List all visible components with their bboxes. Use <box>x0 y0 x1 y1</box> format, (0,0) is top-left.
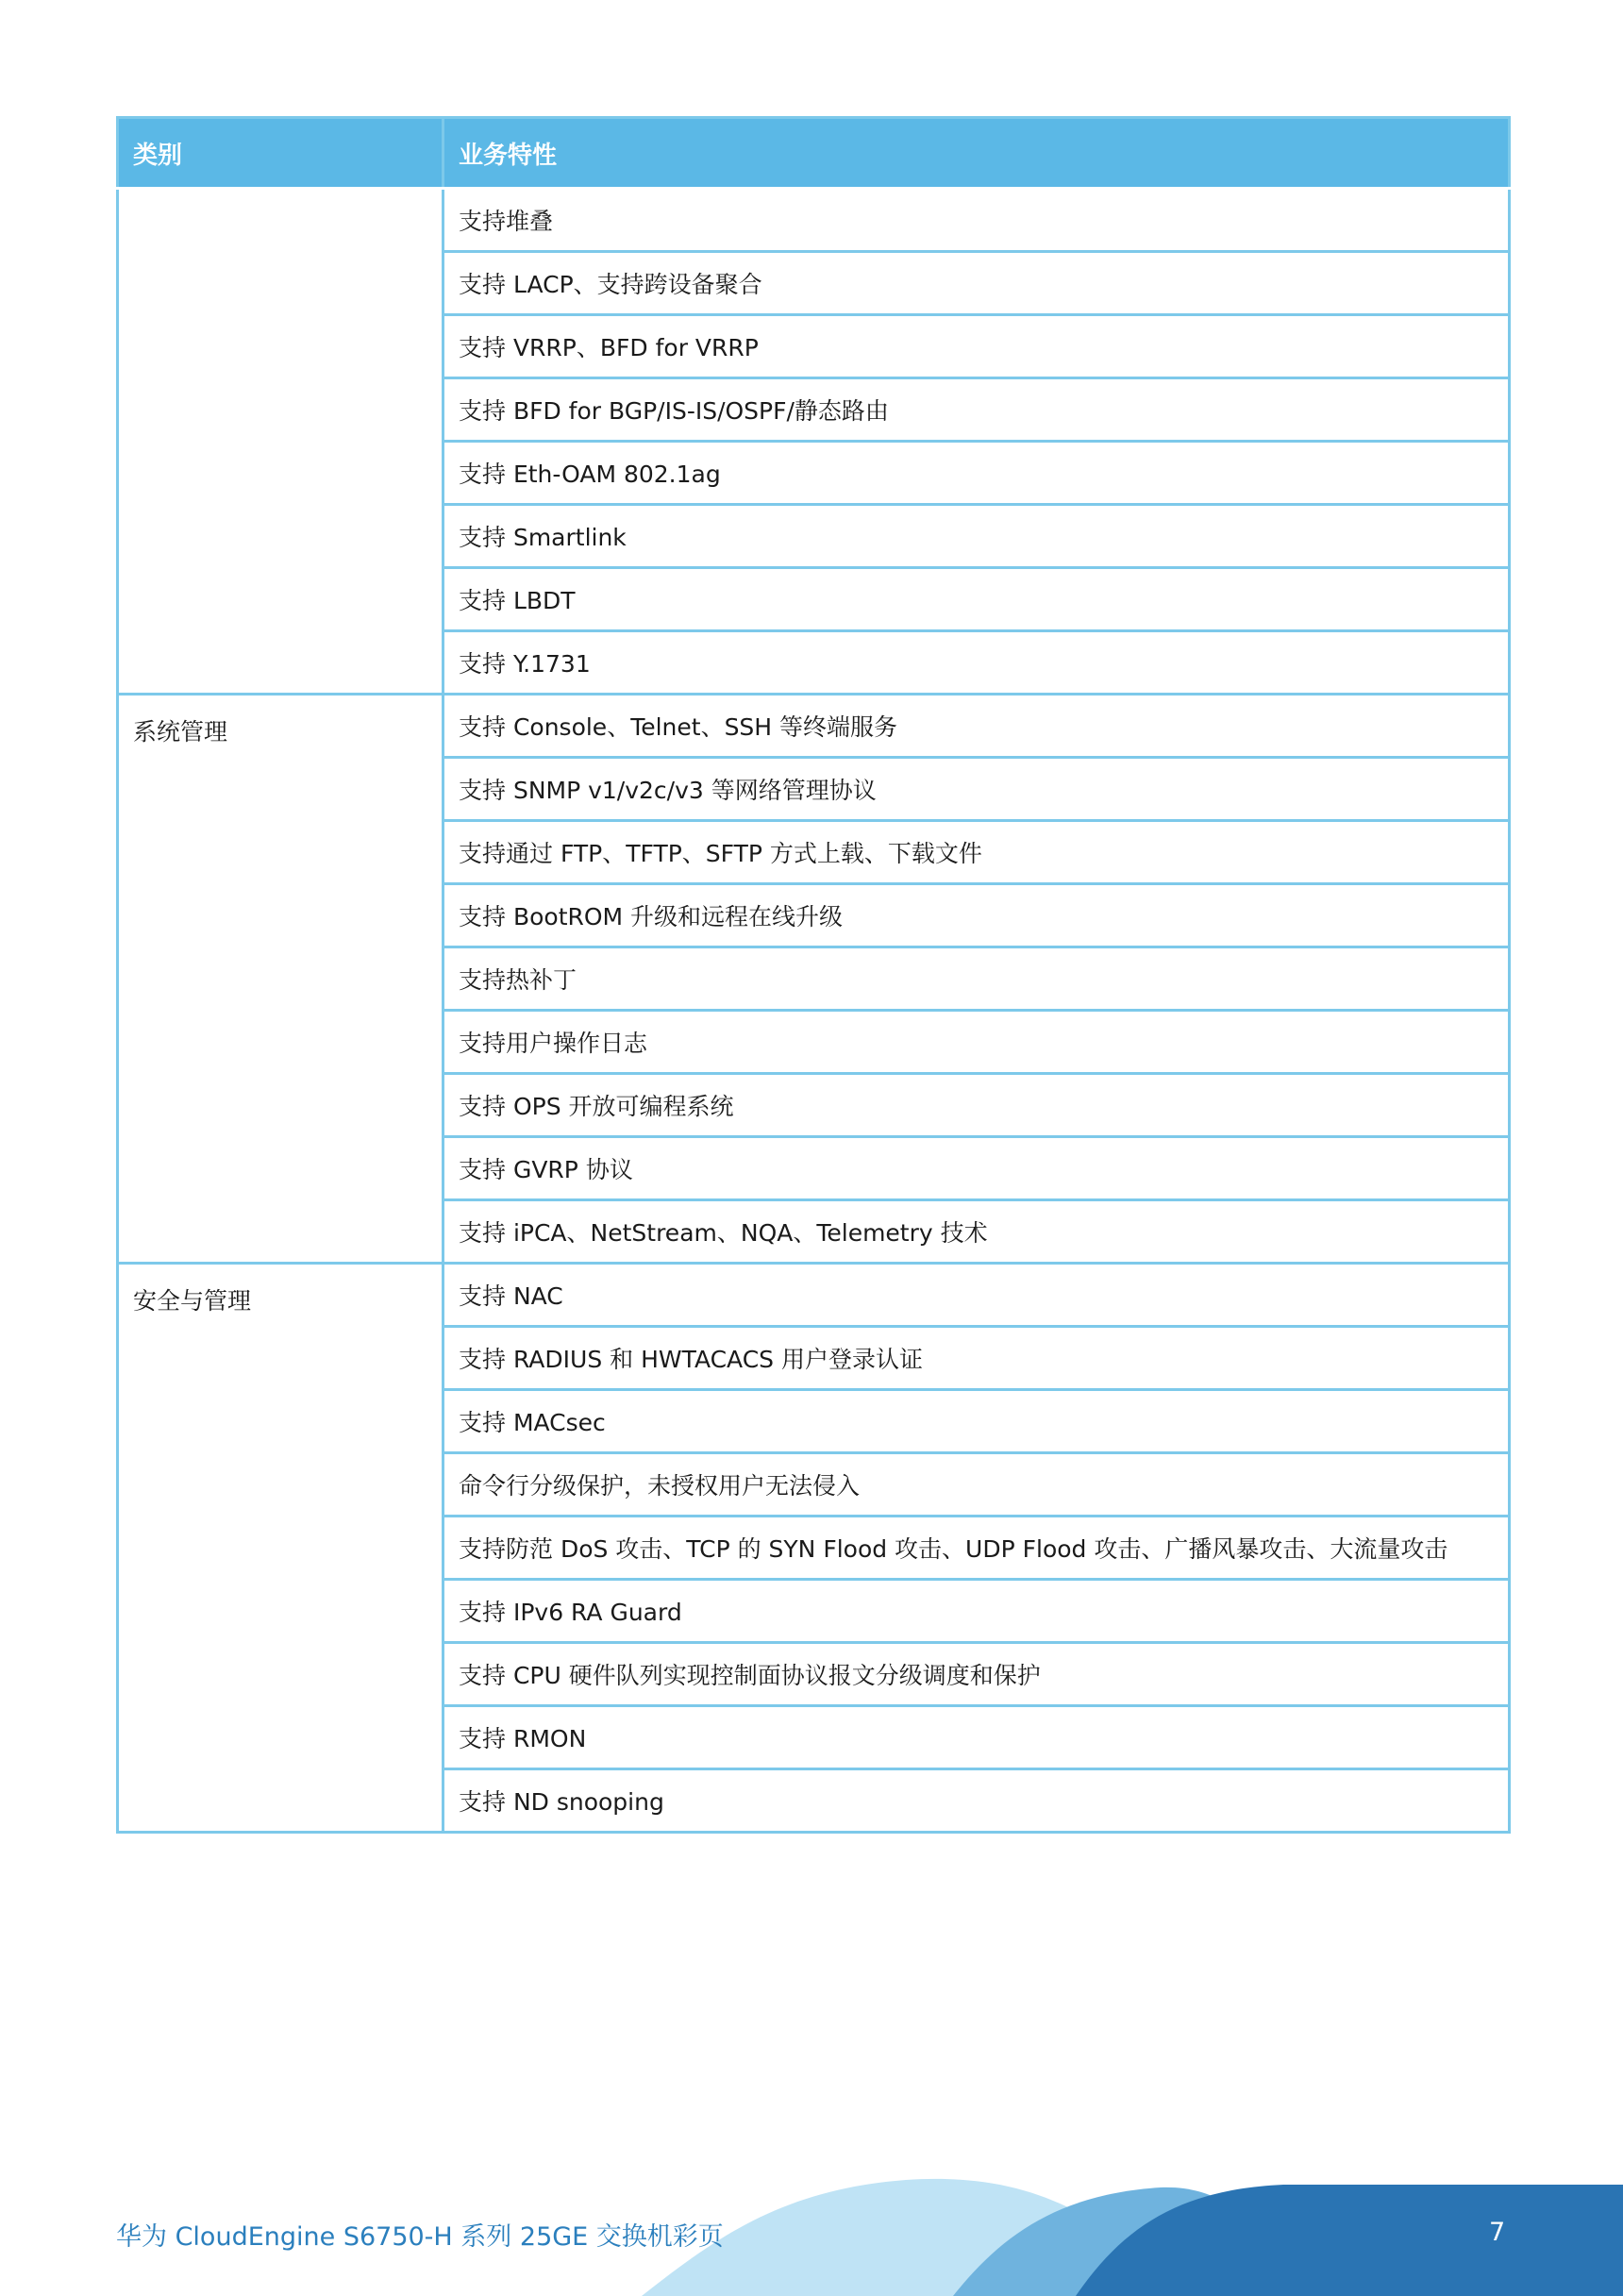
footer-title: 华为 CloudEngine S6750-H 系列 25GE 交换机彩页 <box>116 2222 724 2252</box>
table-row <box>118 189 1510 252</box>
feature-table <box>116 116 1511 1834</box>
feature-cell: 支持 ND snooping <box>443 1769 1510 1833</box>
feature-cell: 支持 BFD for BGP/IS-IS/OSPF/静态路由 <box>443 378 1510 442</box>
category-cell: 系统管理 <box>118 695 443 1264</box>
page-number: 7 <box>1489 2218 1506 2247</box>
feature-cell: 支持 Eth-OAM 802.1ag <box>443 442 1510 505</box>
category-cell: 安全与管理 <box>118 1264 443 1833</box>
feature-cell: 支持 IPv6 RA Guard <box>443 1580 1510 1643</box>
feature-cell: 支持 VRRP、BFD for VRRP <box>443 315 1510 378</box>
feature-cell: 支持 Console、Telnet、SSH 等终端服务 <box>443 695 1510 758</box>
feature-cell: 支持 RMON <box>443 1706 1510 1769</box>
feature-cell: 支持 CPU 硬件队列实现控制面协议报文分级调度和保护 <box>443 1643 1510 1706</box>
header-category: 类别 <box>118 118 443 189</box>
feature-cell: 支持 LACP、支持跨设备聚合 <box>443 252 1510 315</box>
feature-cell: 支持 GVRP 协议 <box>443 1137 1510 1200</box>
feature-cell: 支持 MACsec <box>443 1390 1510 1453</box>
feature-cell: 支持 Y.1731 <box>443 631 1510 695</box>
feature-cell: 支持 iPCA、NetStream、NQA、Telemetry 技术 <box>443 1200 1510 1264</box>
feature-cell: 支持堆叠 <box>443 189 1510 252</box>
table-row <box>118 1264 1510 1327</box>
header-feature: 业务特性 <box>443 118 1510 189</box>
feature-cell: 支持 RADIUS 和 HWTACACS 用户登录认证 <box>443 1327 1510 1390</box>
feature-cell: 支持 NAC <box>443 1264 1510 1327</box>
feature-cell: 支持 LBDT <box>443 568 1510 631</box>
feature-cell: 支持 OPS 开放可编程系统 <box>443 1074 1510 1137</box>
category-cell <box>118 189 443 695</box>
table-row <box>118 695 1510 758</box>
feature-cell: 支持通过 FTP、TFTP、SFTP 方式上载、下载文件 <box>443 821 1510 884</box>
feature-cell: 命令行分级保护，未授权用户无法侵入 <box>443 1453 1510 1517</box>
feature-cell: 支持 BootROM 升级和远程在线升级 <box>443 884 1510 947</box>
feature-cell: 支持防范 DoS 攻击、TCP 的 SYN Flood 攻击、UDP Flood 攻击、广播风暴攻击、大流量攻击 <box>443 1517 1510 1580</box>
table-body <box>118 189 1510 1833</box>
feature-cell: 支持热补丁 <box>443 947 1510 1011</box>
table-header-row <box>118 118 1510 189</box>
feature-cell: 支持用户操作日志 <box>443 1011 1510 1074</box>
feature-cell: 支持 Smartlink <box>443 505 1510 568</box>
feature-cell: 支持 SNMP v1/v2c/v3 等网络管理协议 <box>443 758 1510 821</box>
